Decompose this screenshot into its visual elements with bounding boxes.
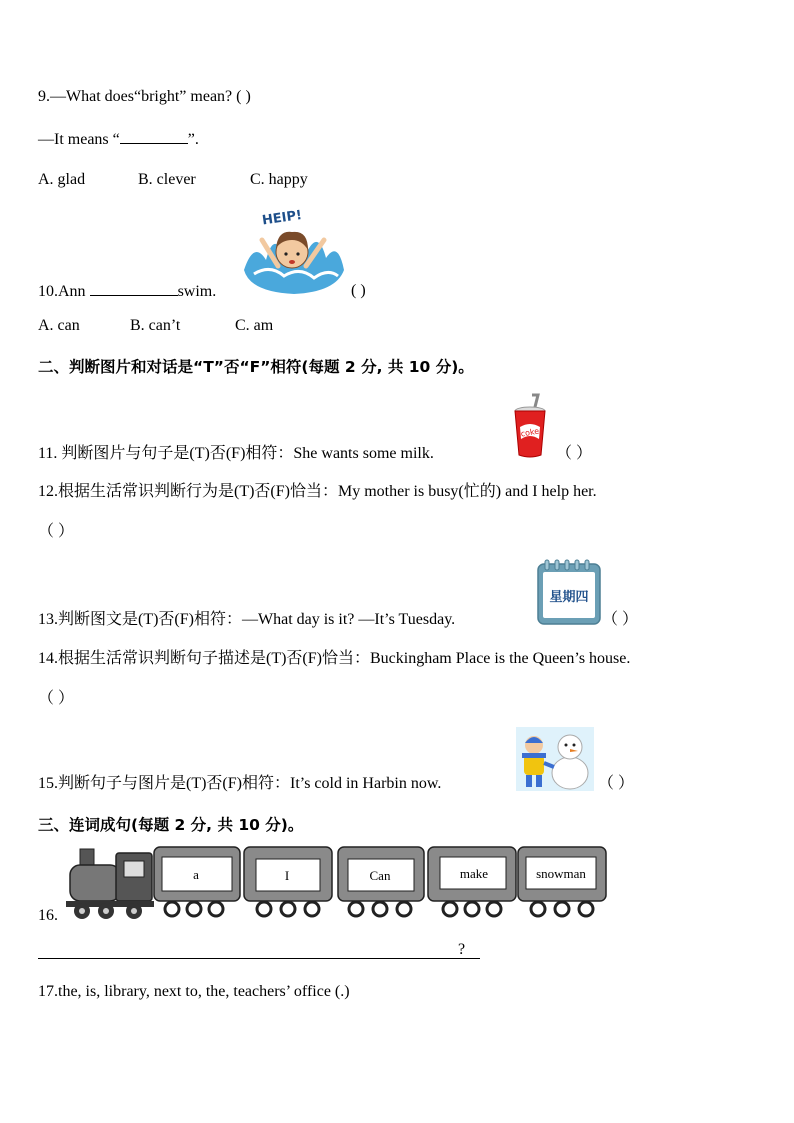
- question-14-paren[interactable]: （ ）: [38, 690, 75, 707]
- locomotive-icon: [66, 849, 154, 919]
- question-9-option-b: B. clever: [138, 171, 196, 188]
- question-10-option-c: C. am: [235, 317, 274, 334]
- question-13-text: 13.判断图文是(T)否(F)相符：—What day is it? —It’s Tuesday.: [38, 611, 456, 628]
- word-card-5: snowman: [536, 866, 586, 881]
- question-10-option-a: A. can: [38, 317, 80, 334]
- stem-suffix: swim.: [177, 283, 217, 300]
- calendar-day-text: 星期四: [549, 590, 589, 605]
- question-17-text: 17.the, is, library, next to, the, teachers’ office (.): [38, 983, 350, 1000]
- question-9-answer-line: [38, 129, 199, 150]
- drowning-girl-help-image: [240, 200, 346, 296]
- train-car-4: [428, 847, 516, 916]
- question-11-text: 11. 判断图片与句子是(T)否(F)相符：She wants some milk.: [38, 445, 434, 462]
- answer-line-suffix: ”.: [187, 131, 199, 148]
- word-card-1: a: [193, 867, 199, 882]
- question-16-answer-line[interactable]: [38, 958, 480, 959]
- train-car-5: [518, 847, 606, 916]
- question-12-paren[interactable]: （ ）: [38, 523, 75, 540]
- question-10-paren[interactable]: ( ): [351, 282, 366, 299]
- question-15-paren[interactable]: （ ）: [598, 775, 635, 792]
- help-text: HEIP!: [261, 207, 303, 229]
- section-3-heading: 三、连词成句(每题 2 分, 共 10 分)。: [38, 816, 304, 834]
- question-10-option-b: B. can’t: [130, 317, 181, 334]
- question-9-option-a: A. glad: [38, 171, 86, 188]
- question-14-text: 14.根据生活常识判断句子描述是(T)否(F)恰当：Buckingham Place is the Queen’s house.: [38, 650, 631, 667]
- answer-line-prefix: —It means “: [38, 131, 120, 148]
- section-2-heading: 二、判断图片和对话是“T”否“F”相符(每题 2 分, 共 10 分)。: [38, 358, 474, 376]
- question-16-number: 16.: [38, 907, 58, 924]
- train-car-2: [244, 847, 332, 916]
- question-16-end-mark: ?: [458, 941, 466, 958]
- question-10-stem: [38, 281, 216, 302]
- question-9-stem: 9.—What does“bright” mean? ( ): [38, 88, 251, 105]
- answer-blank[interactable]: [120, 129, 188, 144]
- train-car-3: [338, 847, 424, 916]
- question-11-paren[interactable]: （ ）: [556, 445, 593, 462]
- question-13-paren[interactable]: （ ）: [602, 611, 639, 628]
- cup-label-text: coke: [519, 426, 540, 439]
- question-9-option-c: C. happy: [250, 171, 308, 188]
- calendar-thursday-image: [536, 558, 602, 626]
- word-train-image: [66, 845, 608, 921]
- boy-with-snowman-image: [516, 727, 594, 791]
- word-card-3: Can: [369, 868, 391, 883]
- word-card-2: I: [284, 868, 290, 883]
- word-card-4: make: [459, 866, 489, 881]
- answer-blank[interactable]: [90, 281, 178, 296]
- stem-prefix: 10.Ann: [38, 283, 90, 300]
- question-15-text: 15.判断句子与图片是(T)否(F)相符：It’s cold in Harbin now.: [38, 775, 442, 792]
- cola-cup-image: [510, 393, 550, 459]
- question-12-text: 12.根据生活常识判断行为是(T)否(F)恰当：My mother is busy(忙的) and I help her.: [38, 483, 597, 500]
- train-car-1: [154, 847, 240, 916]
